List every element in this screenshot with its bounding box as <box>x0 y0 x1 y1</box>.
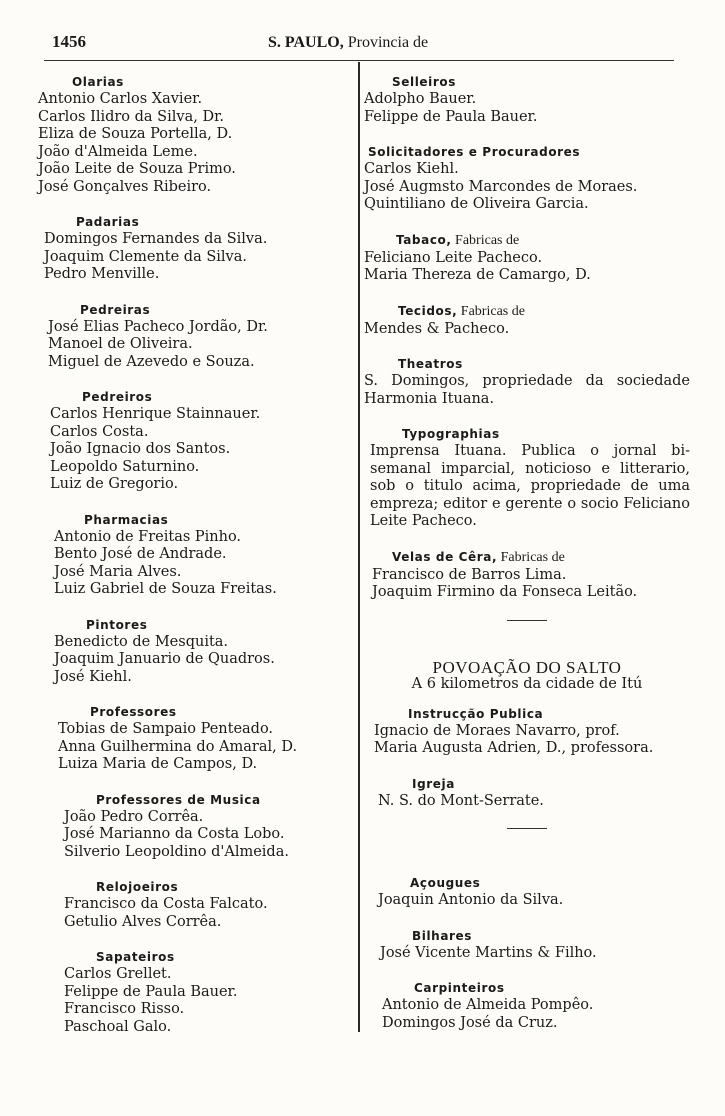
directory-entry: José Elias Pacheco Jordão, Dr. <box>48 318 268 335</box>
directory-section <box>364 303 690 339</box>
directory-entry: Luiz Gabriel de Souza Freitas. <box>54 581 277 597</box>
right-column <box>364 74 690 1050</box>
directory-entry: Carlos Ilidro da Silva, Dr. <box>38 108 225 125</box>
directory-entry: Imprensa Ituana. Publica o jornal bi-semanal imparcial, noticioso e litterario, sob o titulo acima, propriedade de uma empreza; editor e gerente o socio Feliciano Leite Pacheco. <box>370 443 690 529</box>
section-heading-text: Selleiros <box>392 75 456 89</box>
directory-entry: João Leite de Souza Primo. <box>38 161 236 177</box>
section-heading-text: Bilhares <box>412 928 473 943</box>
section-heading <box>364 875 690 891</box>
directory-entry: Carlos Grellet. <box>64 966 172 982</box>
section-heading-text: Sapateiros <box>96 950 175 964</box>
directory-section <box>38 617 356 687</box>
directory-section <box>364 144 690 214</box>
directory-entry: José Maria Alves. <box>54 563 182 580</box>
directory-section <box>364 706 690 758</box>
section-heading <box>364 980 690 996</box>
page-number: 1456 <box>52 32 86 51</box>
running-title-city: S. PAULO, <box>268 34 344 51</box>
section-heading <box>38 792 356 808</box>
section-heading <box>38 74 356 90</box>
directory-entry: Bento José de Andrade. <box>54 546 227 562</box>
section-heading-text: Pedreiras <box>80 302 151 317</box>
directory-section <box>38 214 356 284</box>
section-heading <box>364 303 690 320</box>
section-heading-text: Carpinteiros <box>414 981 505 995</box>
directory-entry: Getulio Alves Corrêa. <box>64 913 222 930</box>
directory-entry: José Kiehl. <box>54 668 132 685</box>
section-heading-text: Pharmacias <box>84 512 169 527</box>
section-heading-text: Relojoeiros <box>96 880 179 894</box>
directory-entry: Francisco de Barros Lima. <box>372 566 567 583</box>
directory-entry: Tobias de Sampaio Penteado. <box>58 721 274 737</box>
directory-section <box>364 74 690 126</box>
section-heading-suffix: Fabricas de <box>497 549 565 565</box>
directory-entry: Maria Augusta Adrien, D., professora. <box>374 740 654 756</box>
section-heading <box>38 879 356 895</box>
section-heading <box>364 549 690 566</box>
section-heading <box>364 232 690 249</box>
directory-entry: Quintiliano de Oliveira Garcia. <box>364 196 589 212</box>
section-heading-text: Tabaco, <box>396 232 452 247</box>
directory-entry: Leopoldo Saturnino. <box>50 458 200 475</box>
section-heading <box>38 617 356 633</box>
directory-entry: Joaquim Firmino da Fonseca Leitão. <box>372 584 638 600</box>
directory-entry: Antonio Carlos Xavier. <box>38 91 203 107</box>
directory-section <box>38 512 356 599</box>
directory-entry: Joaquim Clemente da Silva. <box>44 248 247 265</box>
section-heading <box>364 144 690 160</box>
section-heading <box>364 356 690 372</box>
directory-entry: Feliciano Leite Pacheco. <box>364 249 543 266</box>
directory-entry: Luiz de Gregorio. <box>50 476 179 492</box>
directory-section <box>364 356 690 408</box>
directory-entry: Adolpho Bauer. <box>364 91 477 107</box>
section-heading-suffix: Fabricas de <box>457 303 525 319</box>
directory-entry: N. S. do Mont-Serrate. <box>378 792 544 809</box>
section-heading-suffix: Fabricas de <box>451 232 520 248</box>
section-divider-rule <box>507 828 547 829</box>
section-heading-text: Pedreiros <box>82 390 153 404</box>
directory-entry: Felippe de Paula Bauer. <box>364 108 538 125</box>
section-heading <box>364 74 690 90</box>
section-heading-text: Igreja <box>412 776 455 791</box>
directory-entry: João d'Almeida Leme. <box>38 143 198 160</box>
directory-section <box>364 232 690 285</box>
directory-entry: José Vicente Martins & Filho. <box>380 944 597 961</box>
section-heading <box>364 706 690 722</box>
directory-entry: Paschoal Galo. <box>64 1018 172 1035</box>
directory-section <box>38 792 356 862</box>
directory-entry: José Augmsto Marcondes de Moraes. <box>364 178 638 195</box>
section-heading <box>38 704 356 720</box>
section-heading-text: Tecidos, <box>398 303 458 318</box>
directory-entry: S. Domingos, propriedade da sociedade Harmonia Ituana. <box>364 373 690 407</box>
section-heading <box>364 426 690 442</box>
section-heading-text: Padarias <box>76 215 140 229</box>
section-heading-text: Pintores <box>86 617 148 632</box>
directory-entry: Maria Thereza de Camargo, D. <box>364 267 591 283</box>
running-title-province: Provincia de <box>347 34 429 51</box>
section-heading <box>364 776 690 792</box>
directory-entry: Benedicto de Mesquita. <box>54 633 229 650</box>
directory-entry: Francisco da Costa Falcato. <box>64 896 268 912</box>
locality-sections-cont <box>364 875 690 1032</box>
directory-section <box>364 549 690 602</box>
section-heading-text: Professores de Musica <box>96 792 261 807</box>
directory-section <box>38 949 356 1036</box>
directory-section <box>38 879 356 931</box>
header-rule <box>44 60 674 61</box>
directory-entry: Antonio de Freitas Pinho. <box>54 528 242 545</box>
directory-entry: Joaquim Januario de Quadros. <box>54 651 275 667</box>
section-heading-text: Solicitadores e Procuradores <box>368 145 581 159</box>
directory-section <box>38 302 356 372</box>
directory-section <box>364 980 690 1032</box>
directory-entry: Francisco Risso. <box>64 1001 185 1017</box>
directory-entry: Domingos Fernandes da Silva. <box>44 231 268 247</box>
directory-entry: Domingos José da Cruz. <box>382 1014 558 1031</box>
section-heading <box>38 949 356 965</box>
directory-entry: José Gonçalves Ribeiro. <box>38 178 212 195</box>
locality-sections <box>364 706 690 811</box>
directory-section <box>38 389 356 494</box>
directory-section <box>364 426 690 531</box>
directory-entry: Carlos Kiehl. <box>364 161 459 177</box>
directory-section <box>38 704 356 774</box>
directory-section <box>364 776 690 811</box>
directory-entry: Ignacio de Moraes Navarro, prof. <box>374 722 620 739</box>
section-heading-text: Typographias <box>402 427 500 441</box>
directory-section <box>364 928 690 963</box>
directory-entry: Antonio de Almeida Pompêo. <box>382 997 594 1013</box>
directory-entry: Joaquin Antonio da Silva. <box>378 892 564 908</box>
section-divider-rule <box>507 620 547 621</box>
running-title <box>268 34 428 52</box>
right-column-sections <box>364 74 690 602</box>
directory-entry: José Marianno da Costa Lobo. <box>64 826 285 842</box>
directory-entry: Manoel de Oliveira. <box>48 336 193 352</box>
section-heading <box>38 214 356 230</box>
directory-entry: João Ignacio dos Santos. <box>50 441 231 457</box>
section-heading-text: Theatros <box>398 357 463 371</box>
directory-entry: Felippe de Paula Bauer. <box>64 983 238 1000</box>
section-heading-text: Instrucção Publica <box>408 706 544 721</box>
directory-entry: Carlos Henrique Stainnauer. <box>50 406 261 422</box>
left-column <box>38 74 356 1054</box>
directory-entry: Pedro Menville. <box>44 266 160 282</box>
column-divider <box>358 62 360 1032</box>
section-heading-text: Olarias <box>72 75 124 89</box>
directory-entry: Mendes & Pacheco. <box>364 320 510 337</box>
locality-title: POVOAÇÃO DO SALTO <box>432 657 622 677</box>
directory-section <box>38 74 356 196</box>
directory-section <box>364 875 690 910</box>
section-heading <box>38 389 356 405</box>
directory-entry: Miguel de Azevedo e Souza. <box>48 353 255 370</box>
directory-entry: Luiza Maria de Campos, D. <box>58 756 258 772</box>
directory-entry: Eliza de Souza Portella, D. <box>38 126 233 142</box>
section-heading-text: Professores <box>90 705 177 719</box>
page-header <box>0 30 725 58</box>
directory-entry: Silverio Leopoldino d'Almeida. <box>64 843 289 860</box>
directory-entry: Anna Guilhermina do Amaral, D. <box>58 738 298 755</box>
locality-subtitle: A 6 kilometros da cidade de Itú <box>411 676 643 692</box>
section-heading-text: Velas de Cêra, <box>392 549 498 564</box>
section-heading-text: Açougues <box>410 876 481 890</box>
section-heading <box>364 928 690 944</box>
directory-entry: João Pedro Corrêa. <box>64 808 204 825</box>
section-heading <box>38 512 356 528</box>
section-heading <box>38 302 356 318</box>
directory-entry: Carlos Costa. <box>50 423 149 440</box>
